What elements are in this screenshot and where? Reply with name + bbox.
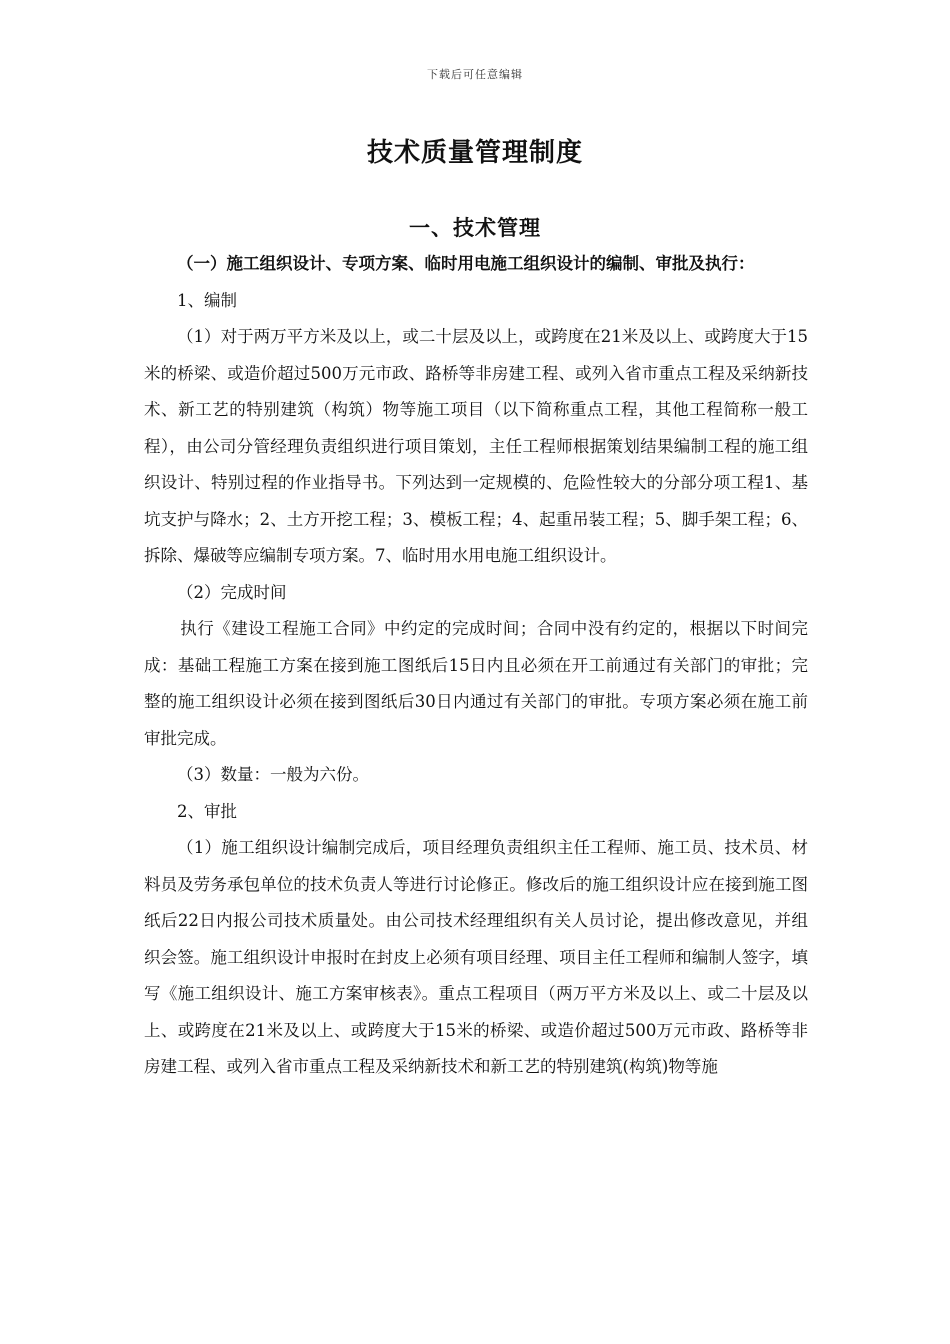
item-heading-compile: 1、编制 (177, 290, 237, 310)
paragraph-completion-time: 执行《建设工程施工合同》中约定的完成时间；合同中没有约定的，根据以下时间完成：基础工程施工方案在接到施工图纸后15日内且必须在开工前通过有关部门的审批；完整的施工组织设计必须在接到图纸后30日内通过有关部门的审批。专项方案必须在施工前审批完成。 (144, 619, 808, 748)
item-heading-approval: 2、审批 (177, 801, 237, 821)
document-title: 技术质量管理制度 (366, 138, 583, 168)
paragraph-scope: （1）对于两万平方米及以上，或二十层及以上，或跨度在21米及以上、或跨度大于15米的桥梁、或造价超过500万元市政、路桥等非房建工程、或列入省市重点工程及采纳新技术、新工艺的特别建筑（构筑）物等施工项目（以下简称重点工程，其他工程简称一般工程），由公司分管经理负责组织进行项目策划，主任工程师根据策划结果编制工程的施工组织设计、特别过程的作业指导书。下列达到一定规模的、危险性较大的分部分项工程1、基坑支护与降水；2、土方开挖工程；3、模板工程；4、起重吊装工程；5、脚手架工程；6、拆除、爆破等应编制专项方案。7、临时用水用电施工组织设计。 (144, 327, 808, 565)
paragraph-approval: （1）施工组织设计编制完成后，项目经理负责组织主任工程师、施工员、技术员、材料员及劳务承包单位的技术负责人等进行讨论修正。修改后的施工组织设计应在接到施工图纸后22日内报公司技术质量处。由公司技术经理组织有关人员讨论，提出修改意见，并组织会签。施工组织设计申报时在封皮上必须有项目经理、项目主任工程师和编制人签字，填写《施工组织设计、施工方案审核表》。重点工程项目（两万平方米及以上、或二十层及以上、或跨度在21米及以上、或跨度大于15米的桥梁、或造价超过500万元市政、路桥等非房建工程、或列入省市重点工程及采纳新技术和新工艺的特别建筑(构筑)物等施 (144, 838, 808, 1076)
item-heading-completion-time: （2）完成时间 (177, 582, 287, 602)
header-note: 下载后可任意编辑 (427, 68, 523, 81)
document-body (144, 246, 808, 1086)
subsection-heading: （一）施工组织设计、专项方案、临时用电施工组织设计的编制、审批及执行： (177, 254, 755, 273)
section-title: 一、技术管理 (409, 215, 541, 240)
paragraph-quantity: （3）数量：一般为六份。 (177, 765, 369, 784)
